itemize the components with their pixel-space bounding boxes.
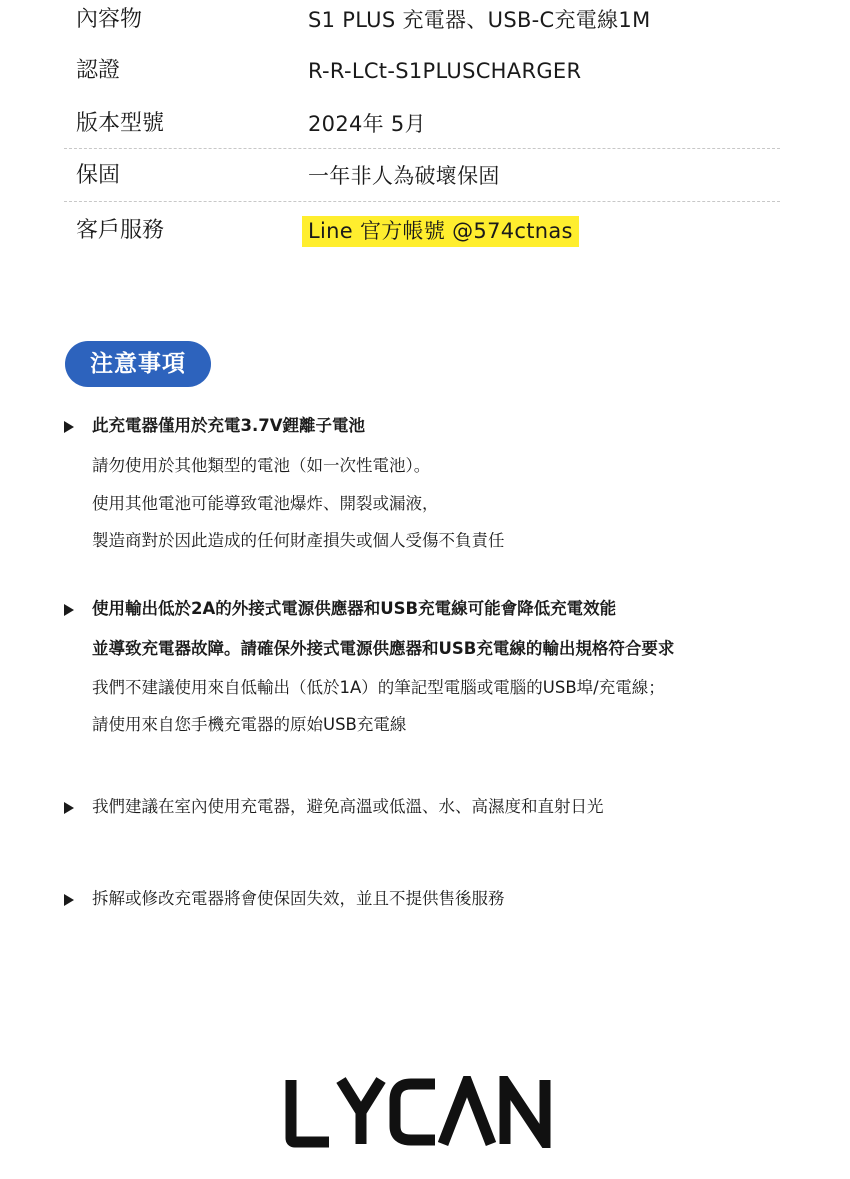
notice-line: 使用輸出低於2A的外接式電源供應器和USB充電線可能會降低充電效能 [92,599,617,618]
notice-line: 拆解或修改充電器將會使保固失效，並且不提供售後服務 [92,889,505,908]
row-divider [64,201,780,202]
spec-label: 認證 [76,58,121,83]
notice-line: 並導致充電器故障。請確保外接式電源供應器和USB充電線的輸出規格符合要求 [92,639,675,658]
row-divider [64,148,780,149]
spec-row-version [0,109,850,161]
spec-row-warranty [0,161,850,213]
spec-value: S1 PLUS 充電器、USB-C充電線1M [308,8,651,32]
triangle-bullet-icon [64,604,74,616]
notice-line: 此充電器僅用於充電3.7V鋰離子電池 [92,416,365,435]
spec-label: 內容物 [76,7,143,32]
triangle-bullet-icon [64,894,74,906]
spec-row-customer-service [0,216,850,268]
triangle-bullet-icon [64,802,74,814]
spec-label: 客戶服務 [76,218,165,243]
spec-row-certification [0,56,850,108]
notice-line: 我們不建議使用來自低輸出（低於1A）的筆記型電腦或電腦的USB埠/充電線； [92,678,665,697]
spec-value: 2024年 5月 [308,112,426,136]
spec-value: R-R-LCt-S1PLUSCHARGER [308,59,582,83]
notice-line: 請勿使用於其他類型的電池（如一次性電池）。 [92,456,431,475]
triangle-bullet-icon [64,421,74,433]
notice-line: 我們建議在室內使用充電器，避免高溫或低溫、水、高濕度和直射日光 [92,797,604,816]
spec-label: 保固 [76,163,121,188]
spec-row-contents [0,4,850,56]
notice-line: 請使用來自您手機充電器的原始USB充電線 [92,715,407,734]
line-account-highlight: Line 官方帳號 @574ctnas [302,216,579,247]
notice-line: 使用其他電池可能導致電池爆炸、開裂或漏液， [92,494,439,513]
lycan-wordmark-icon [283,1076,555,1148]
notice-line: 製造商對於因此造成的任何財產損失或個人受傷不負責任 [92,531,505,550]
spec-value: 一年非人為破壞保固 [308,164,500,188]
lycan-logo [0,1070,850,1160]
notice-badge: 注意事項 [65,341,211,387]
spec-label: 版本型號 [76,111,165,136]
